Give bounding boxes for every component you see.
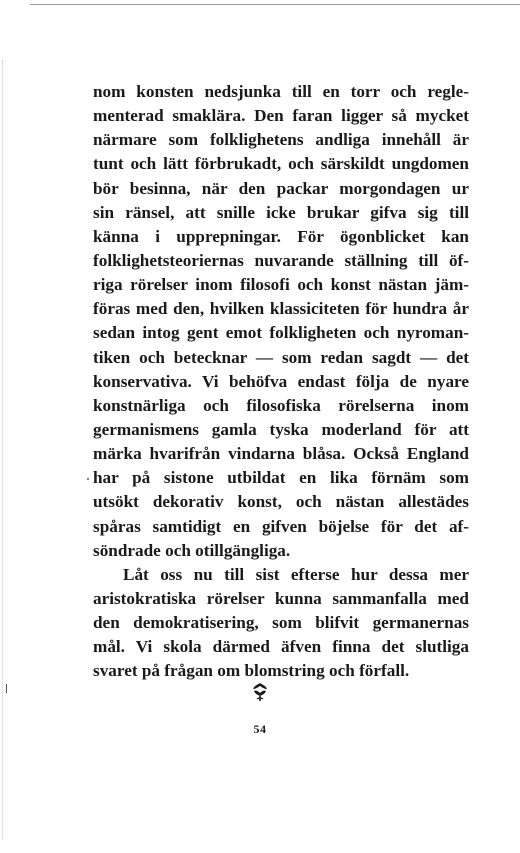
text-line: menterad smaklära. Den faran ligger så mycket — [93, 106, 469, 126]
text-line: aristokratiska rörelser kunna sammanfalla med — [93, 588, 469, 608]
text-line: den demokratisering, som blifvit germanernas — [93, 613, 469, 633]
text-line: folklighetsteoriernas nuvarande ställning till öf- — [93, 250, 469, 270]
paragraph-end-line: svaret på frågan om blomstring och förfall. — [93, 661, 410, 681]
body-text — [93, 80, 469, 684]
text-line: sin ränsel, att snille icke brukar gifva sig till — [93, 202, 469, 222]
print-speck — [87, 478, 89, 480]
text-line: tunt och lätt förbrukadt, och särskildt ungdomen — [93, 154, 469, 174]
text-line: konstnärliga och filosofiska rörelserna inom — [93, 395, 469, 415]
text-line: känna i upprepningar. För ögonblicket kan — [93, 226, 469, 246]
text-line: konservativa. Vi behöfva endast följa de nyare — [93, 371, 469, 391]
print-speck — [6, 684, 7, 693]
text-line: har på sistone utbildat en lika förnäm som — [93, 468, 469, 488]
text-line: föras med den, hvilken klassiciteten för hundra år — [93, 299, 469, 319]
text-line: bör besinna, när den packar morgondagen ur — [93, 178, 469, 198]
text-line: närmare som folklighetens andliga innehåll är — [93, 130, 469, 150]
text-line: nom konsten nedsjunka till en torr och regle- — [93, 82, 469, 101]
page-number: 54 — [253, 722, 267, 736]
text-line: riga rörelser inom filosofi och konst nästan jäm- — [93, 275, 469, 295]
fleuron-icon — [0, 682, 520, 702]
text-line: tiken och betecknar — som redan sagdt — det — [93, 347, 469, 367]
text-line: spåras samtidigt en gifven böjelse för det af- — [93, 516, 469, 536]
text-line: märka hvarifrån vindarna blåsa. Också England — [93, 444, 469, 464]
paragraph-start-line: Låt oss nu till sist efterse hur dessa mer — [123, 564, 469, 584]
text-line: sedan intog gent emot folkligheten och nyroman- — [93, 323, 469, 343]
text-line: germanismens gamla tyska moderland för att — [93, 419, 469, 439]
page-edge-top — [30, 4, 520, 5]
text-line: mål. Vi skola därmed äfven finna det slutliga — [93, 637, 469, 657]
text-line: utsökt dekorativ konst, och nästan allestädes — [93, 492, 469, 512]
paragraph-end-line: söndrade och otillgängliga. — [93, 540, 291, 560]
